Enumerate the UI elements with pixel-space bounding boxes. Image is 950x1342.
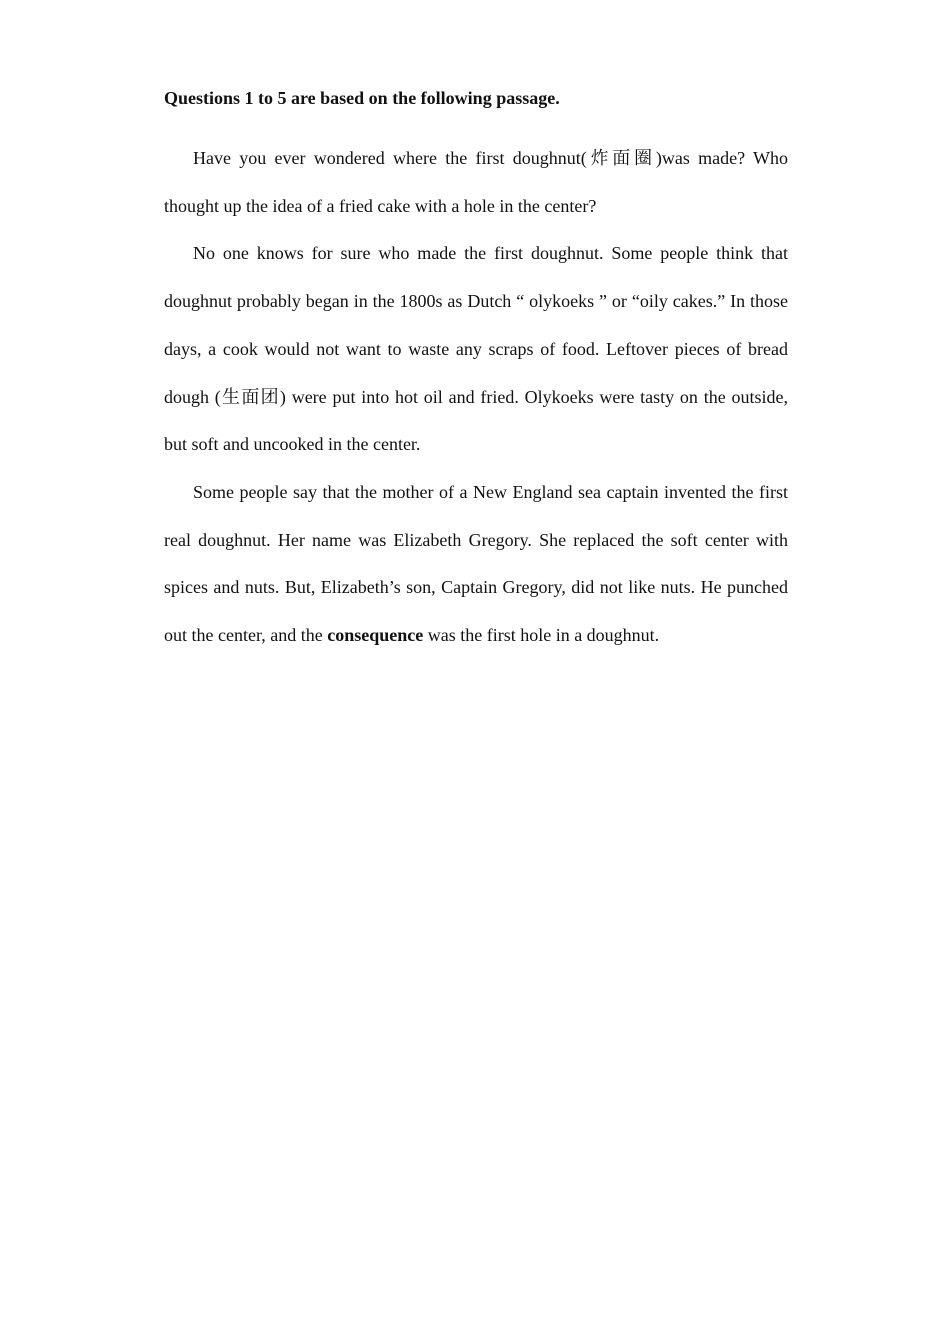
passage-paragraph-3 [164,469,788,660]
paragraph-3-text-before: Some people say that the mother of a New England sea captain invented the first real doughnut. Her name was Elizabeth Gregory. She replaced the soft center with spices and nuts. But, Elizabeth’s son, Captain Gregory, did not like nuts. He punched out the center, and the [164,481,788,646]
passage-heading: Questions 1 to 5 are based on the following passage. [164,88,560,108]
bold-keyword-consequence: consequence [327,625,424,646]
passage-paragraph-2: No one knows for sure who made the first doughnut. Some people think that doughnut probably began in the 1800s as Dutch “ olykoeks ” or “oily cakes.” In those days, a cook would not want to waste any scraps of food. Leftover pieces of bread dough (生面团) were put into hot oil and fried. Olykoeks were tasty on the outside, but soft and uncooked in the center. [164,243,788,455]
passage-paragraph-1: Have you ever wondered where the first doughnut(炸面圈)was made? Who thought up the idea of a fried cake with a hole in the center? [164,148,788,216]
paragraph-3-text-after: was the first hole in a doughnut. [423,625,660,646]
passage-section [164,84,788,660]
